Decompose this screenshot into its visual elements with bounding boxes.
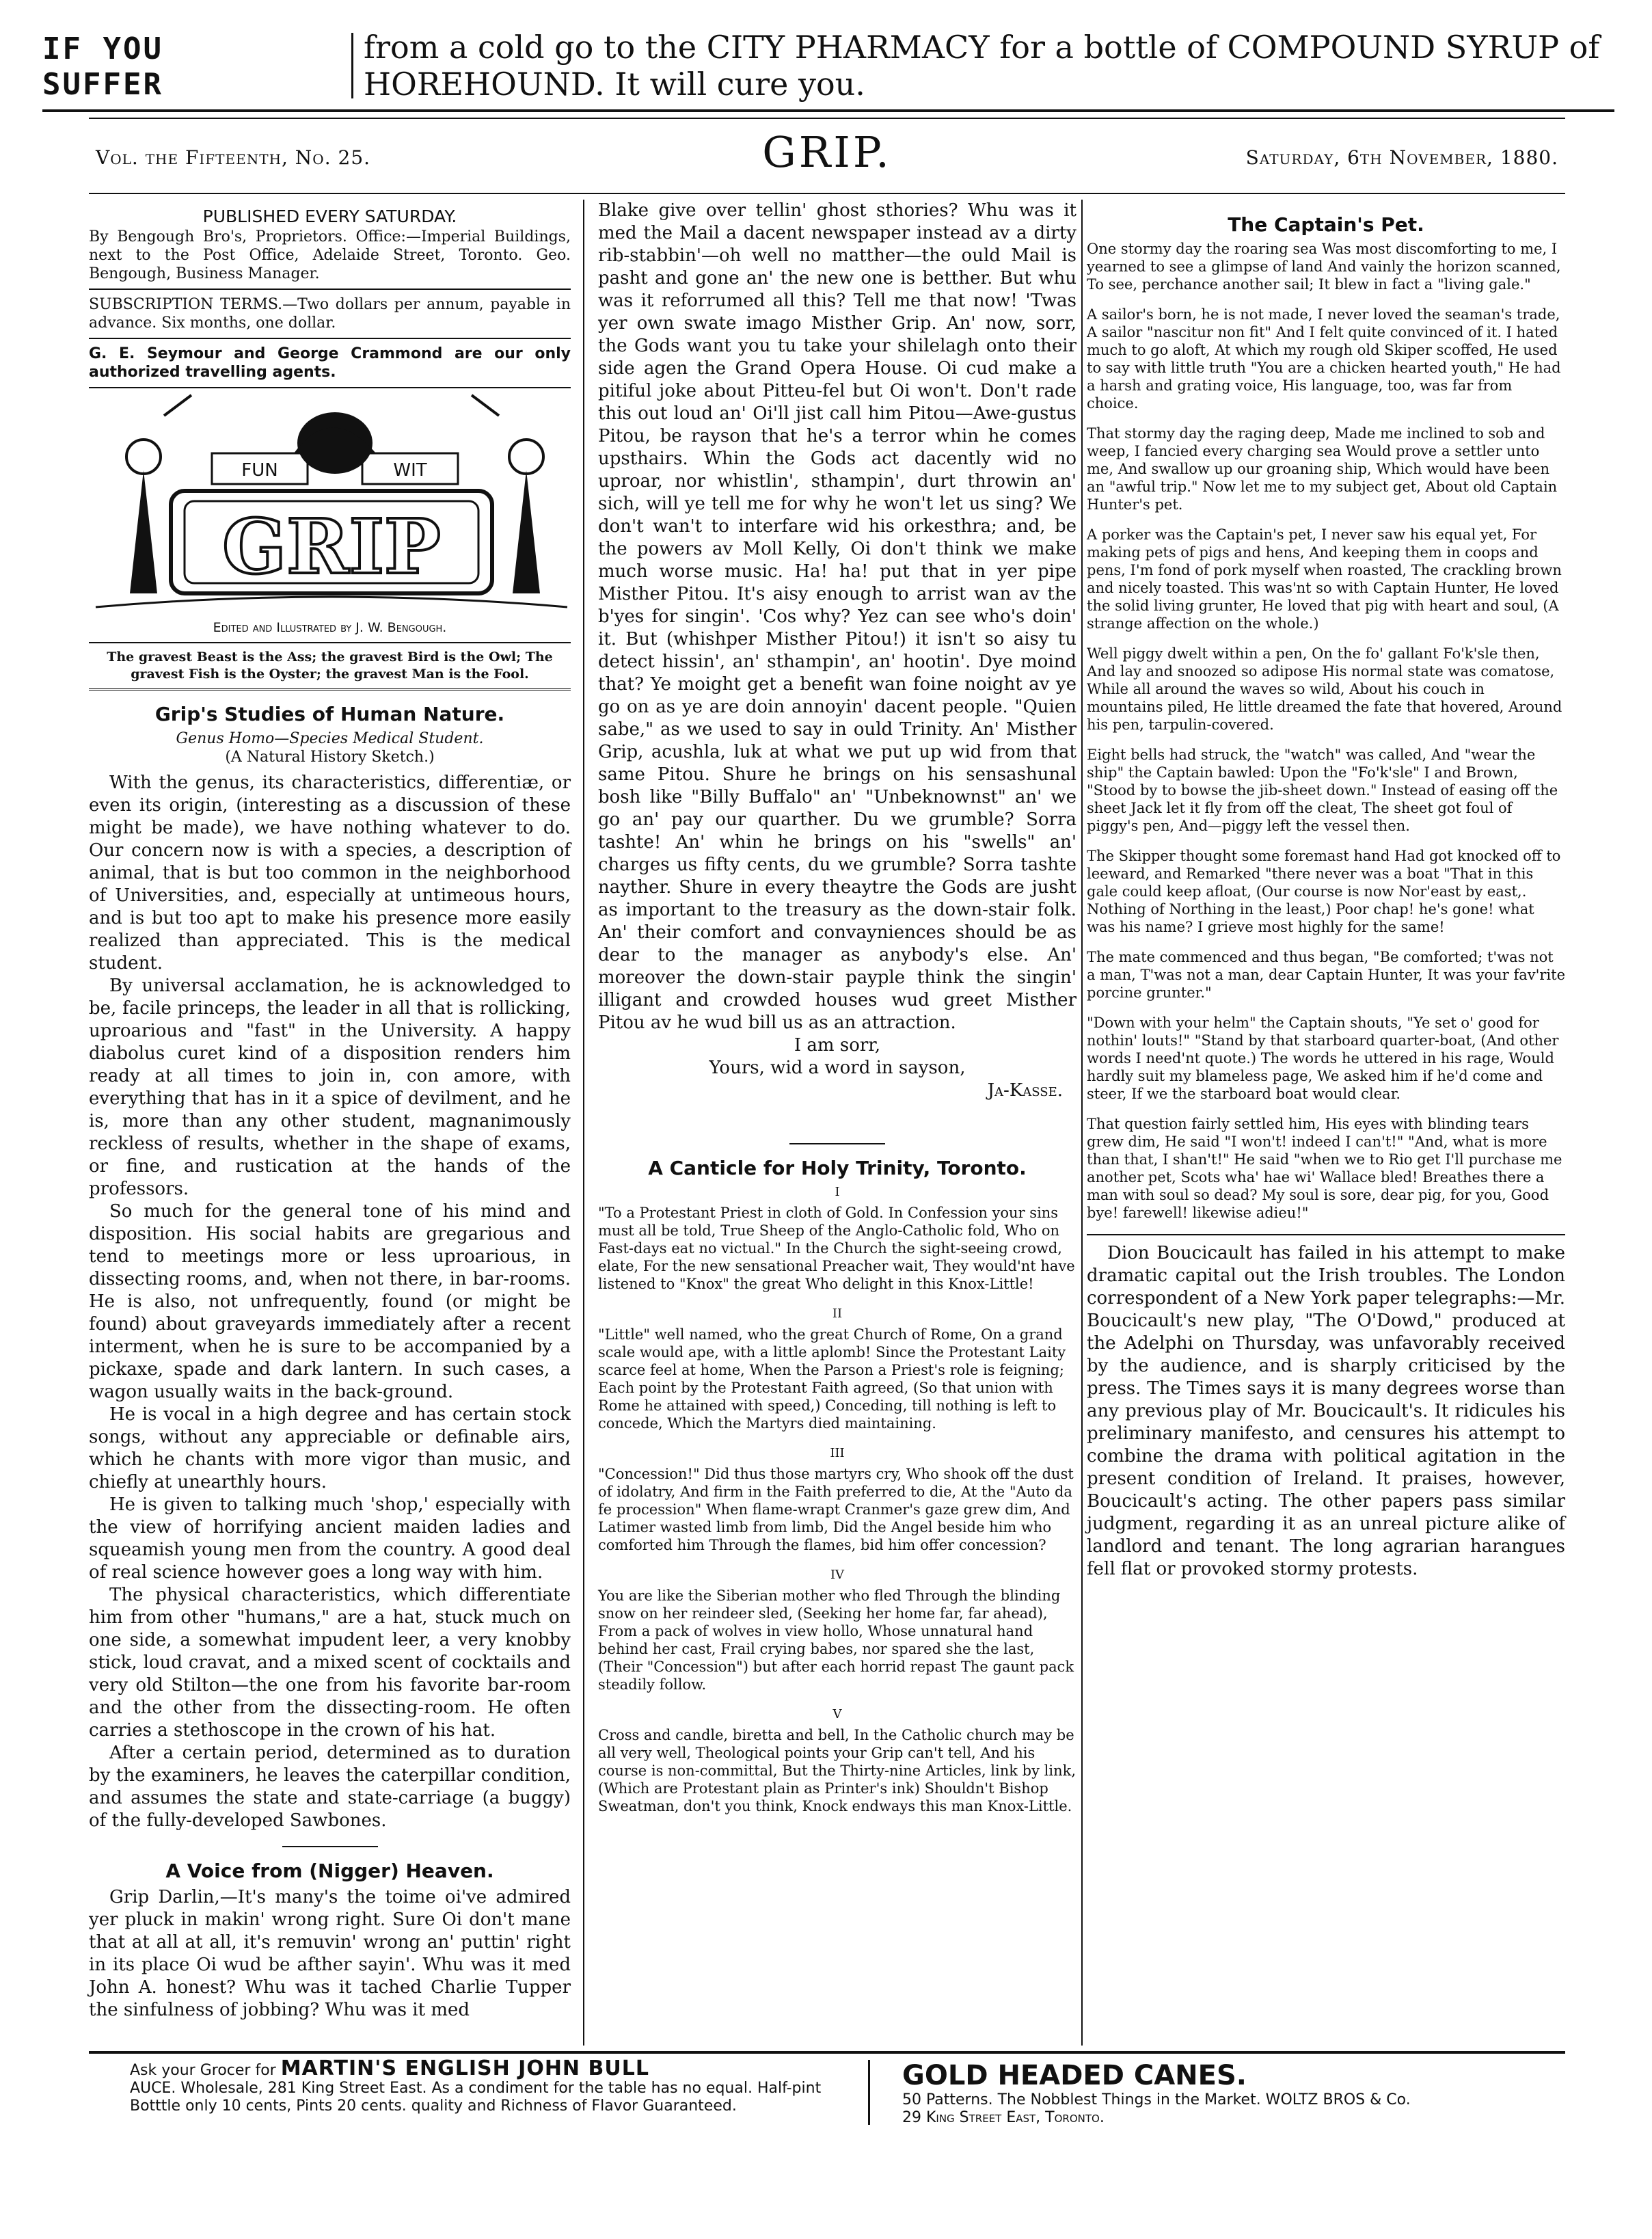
masthead	[89, 127, 1565, 189]
signoff-line-2: Yours, wid a word in sayson,	[709, 1058, 966, 1078]
advert-sauce-body: AUCE. Wholesale, 281 King Street East. As a condiment for the table has no equal. Half-pint Botttle only 10 cents, Pints 20 cents. quality and Richness of Flavor Guaranteed.	[130, 2080, 822, 2115]
masthead-rule	[89, 193, 1565, 194]
publication-info	[89, 200, 571, 290]
logo-word: GRIP	[222, 502, 441, 591]
motto: The gravest Beast is the Ass; the gravest Bird is the Owl; The gravest Fish is the Oyster; the gravest Man is the Fool.	[89, 643, 571, 691]
pet-stanza-8: The mate commenced and thus began, "Be comforted; t'was not a man, T'was not a man, dear Captain Hunter, It was your fav'rite porcine grunter."	[1087, 949, 1565, 1001]
advert-canes-title: GOLD HEADED CANES.	[902, 2060, 1247, 2091]
advert-canes	[902, 2060, 1558, 2127]
canticle-stanza-4: You are like the Siberian mother who fled Through the blinding snow on her reindeer sled, (Seeking her home far, far ahead), From a pack of wolves in view hollo, Whose unnatural hand behind her cast, Frail crying babes, nor spared she the last, (Their "Concession") but after each horrid repast The gaunt pack steadily follow.	[598, 1587, 1074, 1693]
banner-divider	[351, 33, 353, 98]
column-rule-2	[1081, 200, 1083, 2046]
volume-number: Vol. the Fifteenth, No. 25.	[96, 146, 371, 169]
studies-paragraph-5: He is given to talking much 'shop,' especially with the view of horrifying ancient maiden ladies and squeamish young men from the country. A good deal of real science however goes a long way with him.	[89, 1494, 571, 1583]
pet-stanza-3: That stormy day the raging deep, Made me inclined to sob and weep, I fancied every charging sea Would prove a settler unto me, And swallow up our groaning ship, Which would have been an "awful trip." Now let me to my subject get, About old Captain Hunter's pet.	[1087, 425, 1558, 513]
signoff-author: Ja-Kasse.	[987, 1080, 1063, 1101]
article-divider-2	[789, 1143, 885, 1144]
studies-paragraph-7: After a certain period, determined as to duration by the examiners, he leaves the caterpillar condition, and assumes the state and state-carriage (a buggy) of the fully-developed Sawbones.	[89, 1743, 571, 1831]
advert-sauce	[130, 2056, 841, 2115]
voice-paragraph-1: Grip Darlin,—It's many's the toime oi've admired yer pluck in makin' wrong right. Sure Oi don't mane that at all at all, it's remuvin' wrong an' puttin' right in its place Oi wud be afther sayin'. Whu was it med John A. honest? Whu was it tached Charlie Tupper the sinfulness of jobbing? Whu was it med	[89, 1887, 571, 2020]
article-title-studies: Grip's Studies of Human Nature.	[154, 703, 505, 725]
pet-poem	[1087, 240, 1565, 1222]
studies-paragraph-1: With the genus, its characteristics, differentiæ, or even its origin, (interesting as a discussion of these might be made), we have nothing whatever to do. Our concern now is with a species, a description of animal, that is but too common in the neighborhood of Universities, and, especially at untimeous hours, and is but too apt to make his presence more easily realized than appreciated. This is the medical student.	[89, 773, 571, 974]
advert-divider	[868, 2060, 870, 2125]
pet-stanza-4: A porker was the Captain's pet, I never saw his equal yet, For making pets of pigs and hens, And keeping them in coops and pens, I'm fond of pork myself when roasted, The crackling brown and nicely toasted. This was'nt so with Captain Hunter, He loved the solid living grunter, He loved that pig with heart and soul, (A strange affection on the whole.)	[1087, 526, 1562, 632]
bottom-rule	[89, 2051, 1565, 2054]
advert-sauce-intro: Ask your Grocer for	[130, 2062, 276, 2079]
canticle-stanza-3: "Concession!" Did thus those martyrs cry, Who shook off the dust of idolatry, And firm in the Faith preferred to die, At the "Auto da fe procession" When flame-wrapt Cranmer's gaze grew dim, And Latimer wasted limb from limb, Did the Angel beside him who comforted him Through the flames, bid him offer concession?	[598, 1466, 1074, 1553]
pet-stanza-7: The Skipper thought some foremast hand Had got knocked off to leeward, and Remarked "there never was a boat "That in this gale could keep afloat, (Our course is now Nor'east by east,. Nothing of Northing in the least,) Poor chap! he's gone! what was his name? I grieve most highly for the same!	[1087, 848, 1561, 935]
advert-canes-line-1: 50 Patterns. The Nobblest Things in the Market. WOLTZ BROS & Co.	[902, 2091, 1411, 2108]
advert-sauce-brand: MARTIN'S ENGLISH JOHN BULL	[280, 2056, 649, 2080]
canticle-stanza-1: "To a Protestant Priest in cloth of Gold. In Confession your sins must all be told, True Sheep of the Anglo-Catholic fold, Who on Fast-days eat no victual." In the Church the sight-seeing crowd, elate, For the new sensational Preacher wait, They would'nt have listened to "Knox" the great Who delight in this Knox-Little!	[598, 1205, 1075, 1292]
column-rule-1	[583, 200, 584, 2046]
article-divider	[282, 1846, 378, 1847]
pet-stanza-2: A sailor's born, he is not made, I never loved the seaman's trade, A sailor "nascitur non fit" And I felt quite convinced of it. I hated much to go aloft, At which my rough old Skiper scoffed, He used to say with little truth "You are a chicken hearted youth," He had a harsh and grating voice, His language, too, was far from choice.	[1087, 306, 1561, 412]
stanza-number-5: V	[832, 1707, 842, 1721]
banner-line-1: from a cold go to the CITY PHARMACY for a bottle of COMPOUND SYRUP of	[364, 29, 1600, 66]
grip-logo-illustration	[89, 388, 571, 614]
pet-stanza-1: One stormy day the roaring sea Was most discomforting to me, I yearned to see a glimpse of land And vainly the horizon scanned, To see, perchance another sail; It blew in fact a "living gale."	[1087, 241, 1561, 293]
bottom-adverts	[89, 2056, 1565, 2135]
article-title-pet: The Captain's Pet.	[1228, 213, 1424, 236]
article-title-canticle: A Canticle for Holy Trinity, Toronto.	[648, 1157, 1027, 1179]
stanza-number-2: II	[832, 1306, 843, 1321]
studies-paragraph-2: By universal acclamation, he is acknowledged to be, facile princeps, the leader in all that is rollicking, uproarious and "fast" in the University. A happy diabolus curet kind of a disposition renders him ready at all times to join in, con amore, with everything that has in it a spice of devilment, and he is, more than any other student, magnanimously reckless of results, whether in the shape of exams, or fine, and rustication at the hands of the professors.	[89, 976, 571, 1199]
advert-canes-line-2: 29 King Street East, Toronto.	[902, 2109, 1105, 2126]
signoff-line-1: I am sorr,	[794, 1035, 881, 1056]
edited-by: Edited and Illustrated by J. W. Bengough.	[89, 614, 571, 643]
article-subtitle-studies: Genus Homo—Species Medical Student.	[176, 730, 484, 747]
column-1	[89, 200, 571, 2022]
voice-paragraph-2: Blake give over tellin' ghost sthories? Whu was it med the Mail a dacent newspaper instead av a dirty rib-stabbin'—oh well no matther—the ould Mail is pasht and gone an' the new one is betther. But whu was it reforrumed all this? Tell me that now! 'Twas yer own swate imago Misther Grip. An' now, sorr, the Gods want you tu take your shilelagh onto their side agen the Grand Opera House. Oi cud make a pitiful joke about Pitteu-fel but Oi won't. Don't rade this out loud an' Oi'll jist call him Pitou—Awe-gustus Pitou, be rayson that he's a terror whin he comes upsthairs. Whin the Gods act dacently wid no uproar, nor whistlin', sthampin', durt throwin an' sich, will ye tell me for why he won't let us sing? We don't wan't to interfare wid his orkesthra; and, be the powers av Moll Kelly, Oi don't think we make much worse music. Ha! ha! put that in yer pipe Misther Pitou. It's aisy enough to arrist wan av the b'yes for singin'. 'Cos why? Yez can see who's doin' it. But (whishper Misther Pitou!) it isn't so aisy tu detect hissin', an' sthampin', an' hootin'. Dye moind that? Ye moight get a benefit wan foine noight av ye go on as ye are doin annoyin' dacent people. "Quien sabe," as we used to say in ould Trinity. An' Misther Grip, acushla, luk at what we put up wid from that same Pitou. Shure he brings on his sensashunal bosh like "Billy Buffalo" an' "Unbeknownst" an' we go an' pay our quarther. Du we grumble? Sorra tashte! An' whin he brings on his "swells" an' charges us fifty cents, du we grumble? Sorra tashte nayther. Shure in every theaytre the Gods are jusht as important to the treasury as the down-stair folk. An' their comfort and convayniences should be as dear to the manager as anybody's else. An' moreover the down-stair payple think the singin' illigant and crowded houses wud greet Misther Pitou av he wud bill us as an attraction.	[598, 200, 1076, 1033]
grip-logo-svg	[89, 388, 571, 614]
banner-line-2: HOREHOUND. It will cure you.	[364, 66, 865, 103]
banner-text	[364, 29, 1608, 103]
issue-date: Saturday, 6th November, 1880.	[1245, 146, 1558, 169]
studies-paragraph-4: He is vocal in a high degree and has certain stock songs, without any appreciable or definable airs, which he chants with more vigor than music, and chiefly at unearthly hours.	[89, 1404, 571, 1492]
banner-rule	[42, 109, 1614, 112]
stanza-number-1: I	[835, 1185, 840, 1199]
stanza-number-4: IV	[830, 1568, 845, 1582]
pet-stanza-6: Eight bells had struck, the "watch" was called, And "wear the ship" the Captain bawled: Upon the "Fo'k'sle" I and Brown, "Stood by to bowse the jib-sheet down." Instead of easing off the sheet Jack let it fly from off the cleat, The sheet got foul of piggy's pen, And—piggy left the vessel then.	[1087, 747, 1558, 834]
proprietors: By Bengough Bro's, Proprietors. Office:—Imperial Buildings, next to the Post Office, Adelaide Street, Toronto. Geo. Bengough, Business Manager.	[89, 228, 571, 282]
page-title: GRIP.	[762, 127, 892, 177]
banner-lead	[42, 31, 343, 103]
pet-stanza-5: Well piggy dwelt within a pen, On the fo' gallant Fo'k'sle then, And lay and snoozed so adipose His normal state was comatose, While all around the waves so wild, About his couch in mountains piled, He little dreamed the fate that hovered, Around his pen, tarpulin-covered.	[1087, 645, 1562, 733]
article-divider-3	[1087, 1234, 1565, 1235]
studies-paragraph-6: The physical characteristics, which differentiate him from other "humans," are a hat, stuck much on one side, a somewhat impudent leer, a very knobby stick, loud cravat, and a mixed scent of cocktails and very old Stilton—the one from his favorite bar-room and the other from the dissecting-room. He often carries a stethoscope in the crown of his hat.	[89, 1585, 571, 1741]
pet-stanza-10: That question fairly settled him, His eyes with blinding tears grew dim, He said "I won't! indeed I can't!" "And, what is more than that, I shan't!" He said "when we to Rio get I'll purchase me another pet, Scots wha' hae wi' Wallace bled! Breathes there a man with soul so dead? My soul is sore, dear pig, for you, Good bye! farewell! likewise adieu!"	[1087, 1116, 1562, 1221]
canticle-poem	[598, 1183, 1076, 1815]
canticle-stanza-2: "Little" well named, who the great Church of Rome, On a grand scale would ape, with a little aplomb! Since the Protestant Laity scarce feel at home, When the Parson a Priest's role is feigning; Each point by the Protestant Faith agreed, (So that union with Rome he attained with speed,) Conceding, till nothing is left to concede, Which the Martyrs died maintaining.	[598, 1326, 1066, 1432]
banner-lead-line-1: IF YOU	[42, 31, 163, 66]
frame-top-rule	[89, 118, 1565, 119]
boucicault-paragraph: Dion Boucicault has failed in his attempt to make dramatic capital out the Irish troubles. The London correspondent of a New York paper telegraphs:—Mr. Boucicault's new play, "The O'Dowd," produced at the Adelphi on Thursday, was unfavorably received by the audience, and is sharply criticised by the press. The Times says it is many degrees worse than any previous play of Mr. Boucicault's. It ridicules his preliminary manifesto, and censures his attempt to combine the drama with political agitation in the present condition of Ireland. It praises, however, Boucicault's acting. The other papers pass similar judgment, regarding it as an unreal picture alike of landlord and tenant. The long agrarian harangues fell flat or provoked stormy protests.	[1087, 1243, 1565, 1579]
canticle-stanza-5: Cross and candle, biretta and bell, In the Catholic church may be all very well, Theological points your Grip can't tell, And his course is non-committal, But the Thirty-nine Articles, link by link, (Which are Protestant plain as Printer's ink) Shouldn't Bishop Sweatman, don't you think, Knock endways this man Knox-Little.	[598, 1727, 1076, 1814]
top-advert-banner	[42, 29, 1608, 104]
stanza-number-3: III	[830, 1446, 845, 1460]
banner-lead-line-2: SUFFER	[42, 67, 163, 102]
logo-fun-label: FUN	[241, 460, 278, 481]
column-3	[1087, 200, 1565, 1581]
agents-notice: G. E. Seymour and George Crammond are our only authorized travelling agents.	[89, 339, 571, 388]
subscription-terms: SUBSCRIPTION TERMS.—Two dollars per annum, payable in advance. Six months, one dollar.	[89, 290, 571, 339]
article-title-voice: A Voice from (Nigger) Heaven.	[165, 1860, 494, 1882]
published-line: PUBLISHED EVERY SATURDAY.	[202, 206, 457, 226]
pet-stanza-9: "Down with your helm" the Captain shouts, "Ye set o' good for nothin' louts!" "Stand by that starboard quarter-boat, (And other words I need'nt quote.) The words he uttered in his rage, Would hardly suit my blameless page, We asked him if he'd come and steer, If we the starboard boat would clear.	[1087, 1015, 1559, 1102]
studies-paragraph-3: So much for the general tone of his mind and disposition. His social habits are gregarious and tend to meetings more or less uproarious, in dissecting rooms, and, when not there, in bar-rooms. He is also, not unfrequently, found (or might be found) about graveyards immediately after a recent interment, when he is sure to be accompanied by a pickaxe, spade and dark lantern. In such cases, a wagon usually waits in the back-ground.	[89, 1201, 571, 1402]
column-2	[598, 200, 1076, 1827]
article-note-studies: (A Natural History Sketch.)	[225, 749, 435, 766]
logo-wit-label: WIT	[393, 460, 427, 481]
